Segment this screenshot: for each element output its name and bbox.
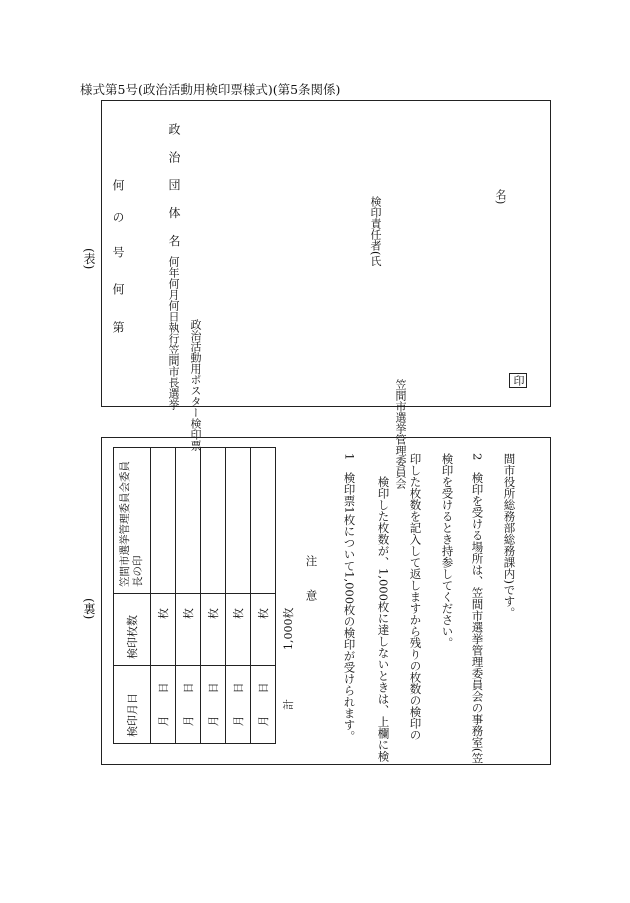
header-stamp-count: 検印枚数	[114, 594, 151, 666]
row-date: 月 日	[151, 666, 176, 744]
number-gou: 号	[111, 246, 125, 258]
table-row	[176, 448, 201, 744]
table-total-row	[276, 448, 301, 744]
row-seal	[226, 448, 251, 594]
back-side-label: (裏)	[82, 598, 96, 620]
responsible-person-label: 検印責任者(氏	[369, 196, 382, 267]
political-group-name: 政 治 団 体 名	[167, 123, 181, 253]
number-dai: 第	[111, 321, 125, 333]
number-nani-2: 何	[111, 179, 125, 191]
header-stamp-date: 検印月日	[114, 666, 151, 744]
table-row	[251, 448, 276, 744]
row-seal	[176, 448, 201, 594]
ticket-title: 政治活動用ポスター検印票	[189, 319, 202, 451]
row-count: 枚	[176, 594, 201, 666]
front-card	[101, 100, 551, 489]
table-row	[151, 448, 176, 744]
row-seal	[251, 448, 276, 594]
row-date: 月 日	[226, 666, 251, 744]
header-chair-seal: 笠間市選挙管理委員会委員長の印	[114, 448, 151, 594]
note-line-1: 1 検印票1枚について1,000枚の検印が受けられます。	[342, 453, 357, 743]
note-line-5: 2 検印を受ける場所は、笠間市選挙管理委員会の事務室(笠	[470, 453, 485, 764]
row-date: 月 日	[251, 666, 276, 744]
total-label: 計	[282, 699, 295, 710]
row-seal	[151, 448, 176, 594]
row-count: 枚	[201, 594, 226, 666]
form-title: 様式第5号(政治活動用検印票様式)(第5条関係)	[80, 82, 341, 97]
note-line-3: 印した枚数を記入して返しますから残りの枚数の検印の	[408, 453, 423, 741]
row-count: 枚	[251, 594, 276, 666]
number-nani-1: 何	[111, 283, 125, 295]
note-line-4: 検印を受けるとき持参してください。	[440, 453, 455, 649]
stamp-table-area	[113, 448, 409, 737]
election-name: 何年何月何日執行笠間市長選挙	[167, 256, 180, 410]
front-side-label: (表)	[82, 248, 96, 270]
row-date: 月 日	[176, 666, 201, 744]
number-no: の	[111, 211, 125, 223]
row-seal	[201, 448, 226, 594]
row-date: 月 日	[201, 666, 226, 744]
seal-mark: 印	[509, 373, 527, 388]
note-line-6: 間市役所総務部総務課内)です。	[502, 453, 517, 619]
table-row	[226, 448, 251, 744]
committee-seal	[509, 373, 527, 391]
notes-heading: 注 意	[304, 555, 319, 601]
row-count: 枚	[151, 594, 176, 666]
table-header-row	[114, 448, 151, 744]
table-row	[201, 448, 226, 744]
stamp-record-table	[113, 447, 300, 744]
note-line-2: 検印した枚数が、1,000枚に達しないときは、上欄に検	[376, 453, 391, 762]
name-suffix: 名)	[494, 189, 507, 205]
row-count: 枚	[226, 594, 251, 666]
committee-name: 笠間市選挙管理委員会	[394, 379, 407, 489]
total-value: 1,000枚	[282, 607, 295, 650]
